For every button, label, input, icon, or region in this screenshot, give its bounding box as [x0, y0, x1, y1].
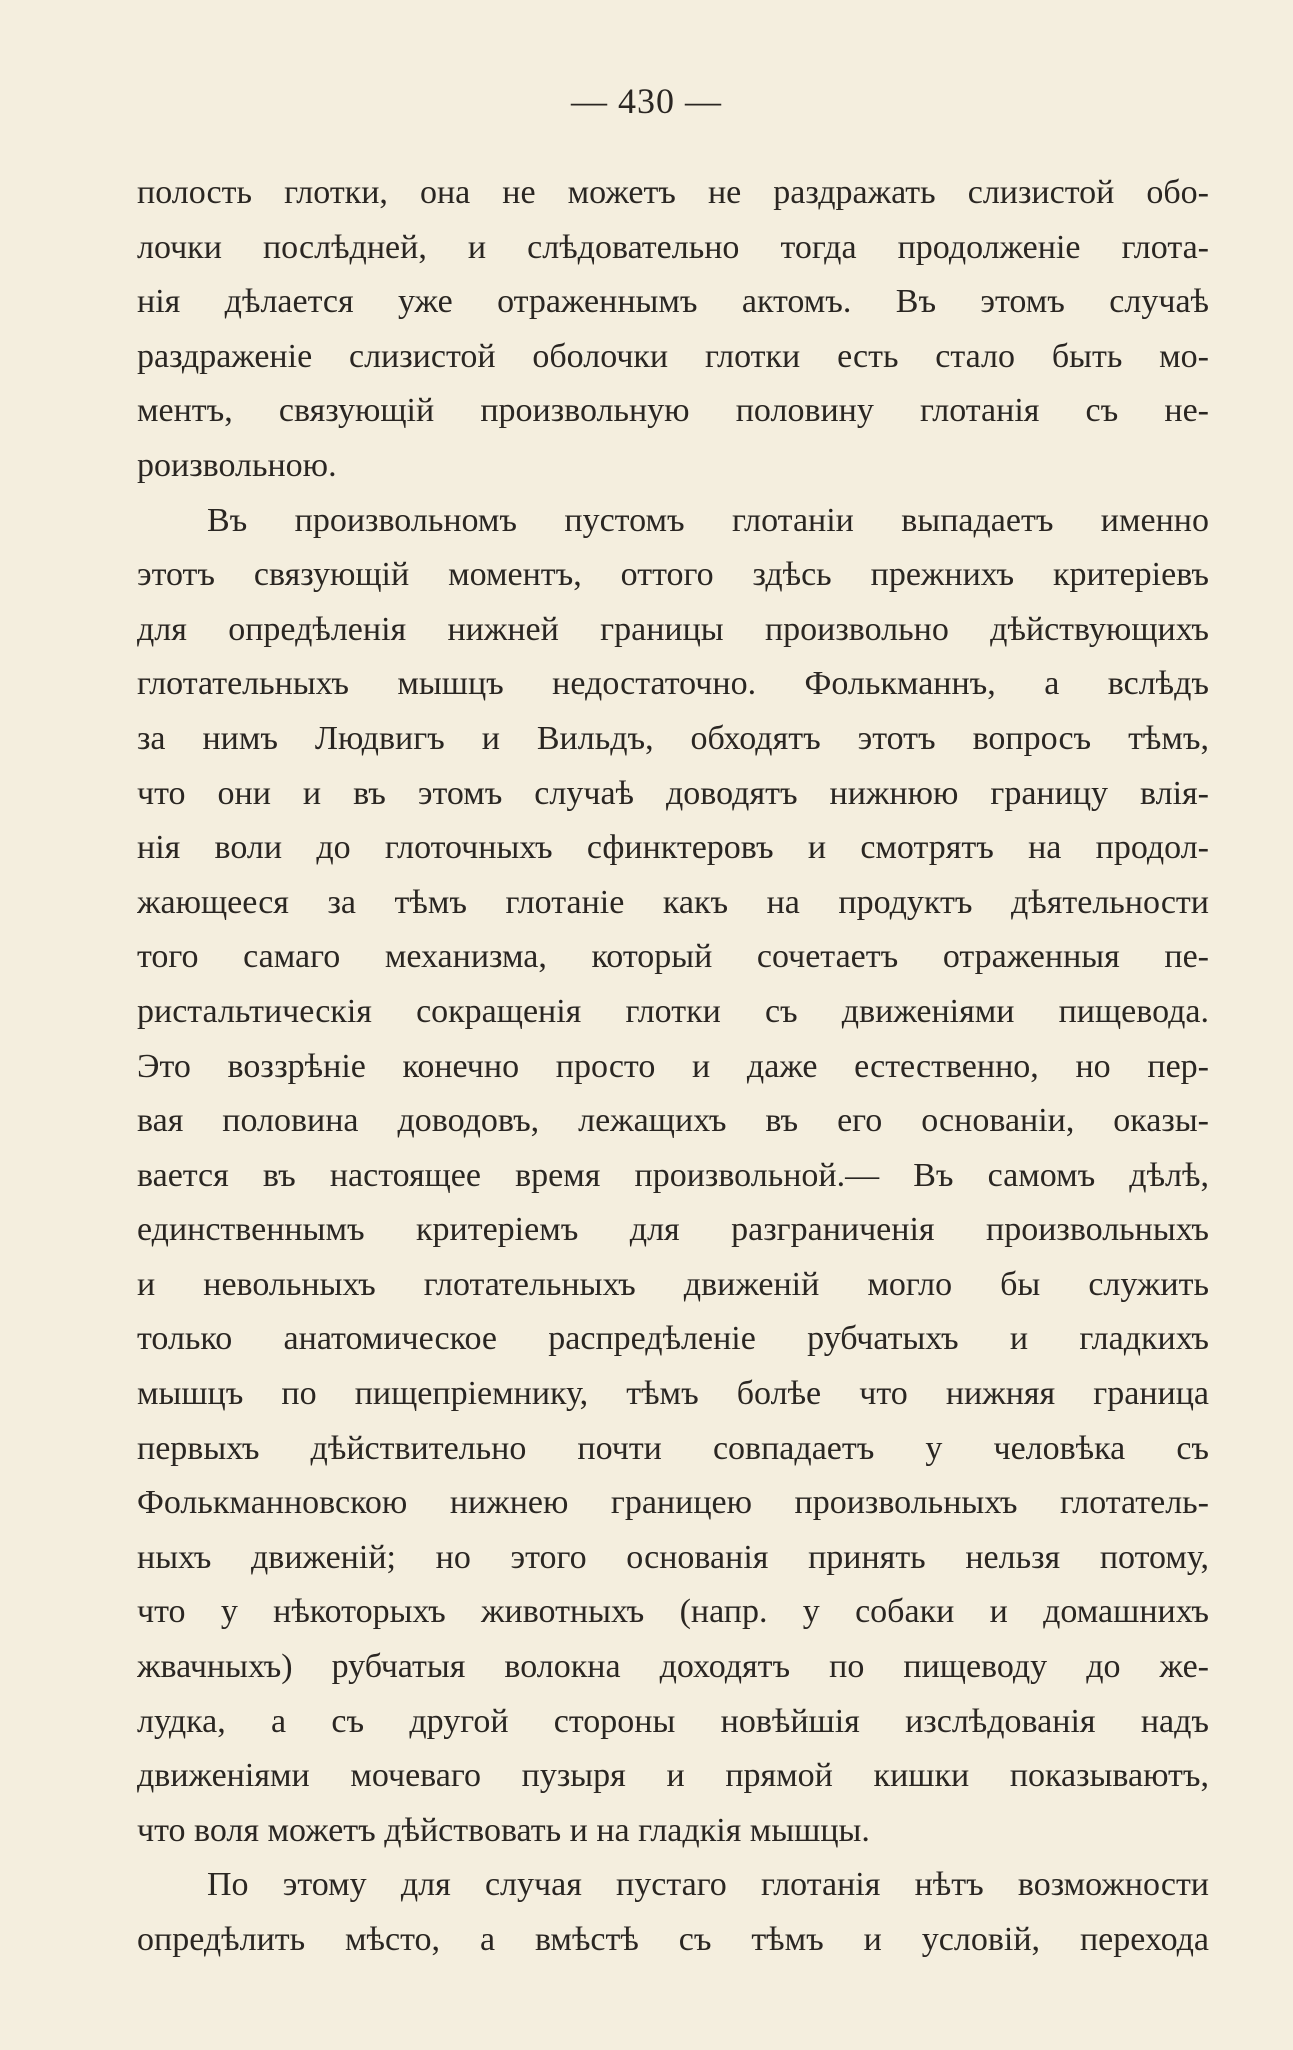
text-line: раздраженіе слизистой оболочки глотки есть стало быть мо- [137, 337, 1209, 375]
text-line: этотъ связующій моментъ, оттого здѣсь прежнихъ критеріевъ [137, 556, 1209, 594]
text-line: Фолькманновскою нижнею границею произвольныхъ глотатель- [137, 1484, 1209, 1522]
text-line: глотательныхъ мышцъ недостаточно. Фолькманнъ, а вслѣдъ [137, 665, 1209, 703]
text-line: вается въ настоящее время произвольной.— Въ самомъ дѣлѣ, [137, 1156, 1209, 1194]
text-line: что у нѣкоторыхъ животныхъ (напр. у собаки и домашнихъ [137, 1593, 1209, 1631]
text-line: только анатомическое распредѣленіе рубчатыхъ и гладкихъ [137, 1320, 1209, 1358]
text-line: мышцъ по пищепріемнику, тѣмъ болѣе что нижняя граница [137, 1375, 1209, 1413]
text-line: лудка, а съ другой стороны новѣйшія изслѣдованія надъ [137, 1702, 1209, 1740]
text-line: лочки послѣдней, и слѣдовательно тогда продолженіе глота- [137, 228, 1209, 266]
text-line: Въ произвольномъ пустомъ глотаніи выпадаетъ именно [207, 501, 1209, 539]
text-line: движеніями мочеваго пузыря и прямой кишки показываютъ, [137, 1757, 1209, 1795]
text-line: и невольныхъ глотательныхъ движеній могло бы служить [137, 1265, 1209, 1303]
text-line: единственнымъ критеріемъ для разграниченія произвольныхъ [137, 1211, 1209, 1249]
text-line: того самаго механизма, который сочетаетъ отраженныя пе- [137, 938, 1209, 976]
text-line: за нимъ Людвигъ и Вильдъ, обходятъ этотъ вопросъ тѣмъ, [137, 719, 1209, 757]
text-line: нія воли до глоточныхъ сфинктеровъ и смотрятъ на продол- [137, 829, 1209, 867]
text-line: нія дѣлается уже отраженнымъ актомъ. Въ этомъ случаѣ [137, 283, 1209, 321]
text-line: жающееся за тѣмъ глотаніе какъ на продуктъ дѣятельности [137, 883, 1209, 921]
text-line: что они и въ этомъ случаѣ доводятъ нижнюю границу влія- [137, 774, 1209, 812]
text-line: опредѣлить мѣсто, а вмѣстѣ съ тѣмъ и условій, перехода [137, 1921, 1209, 1958]
page-number: — 430 — [571, 81, 722, 121]
body-text [137, 166, 1209, 1968]
text-line: первыхъ дѣйствительно почти совпадаетъ у человѣка съ [137, 1429, 1209, 1467]
text-line: что воля можетъ дѣйствовать и на гладкія мышцы. [137, 1811, 870, 1849]
text-line: вая половина доводовъ, лежащихъ въ его основаніи, оказы- [137, 1102, 1209, 1140]
text-line: ристальтическія сокращенія глотки съ движеніями пищевода. [137, 992, 1209, 1030]
text-line: По этому для случая пустаго глотанія нѣтъ возможности [207, 1866, 1209, 1904]
text-line: полость глотки, она не можетъ не раздражать слизистой обо- [137, 174, 1209, 211]
text-line: ментъ, связующій произвольную половину глотанія съ не- [137, 392, 1209, 430]
text-line: ныхъ движеній; но этого основанія принять нельзя потому, [137, 1538, 1209, 1576]
text-line: роизвольною. [137, 446, 337, 484]
text-line: жвачныхъ) рубчатыя волокна доходятъ по пищеводу до же- [137, 1648, 1209, 1686]
text-line: Это воззрѣніе конечно просто и даже естественно, но пер- [137, 1047, 1209, 1085]
text-line: для опредѣленія нижней границы произвольно дѣйствующихъ [137, 610, 1209, 648]
